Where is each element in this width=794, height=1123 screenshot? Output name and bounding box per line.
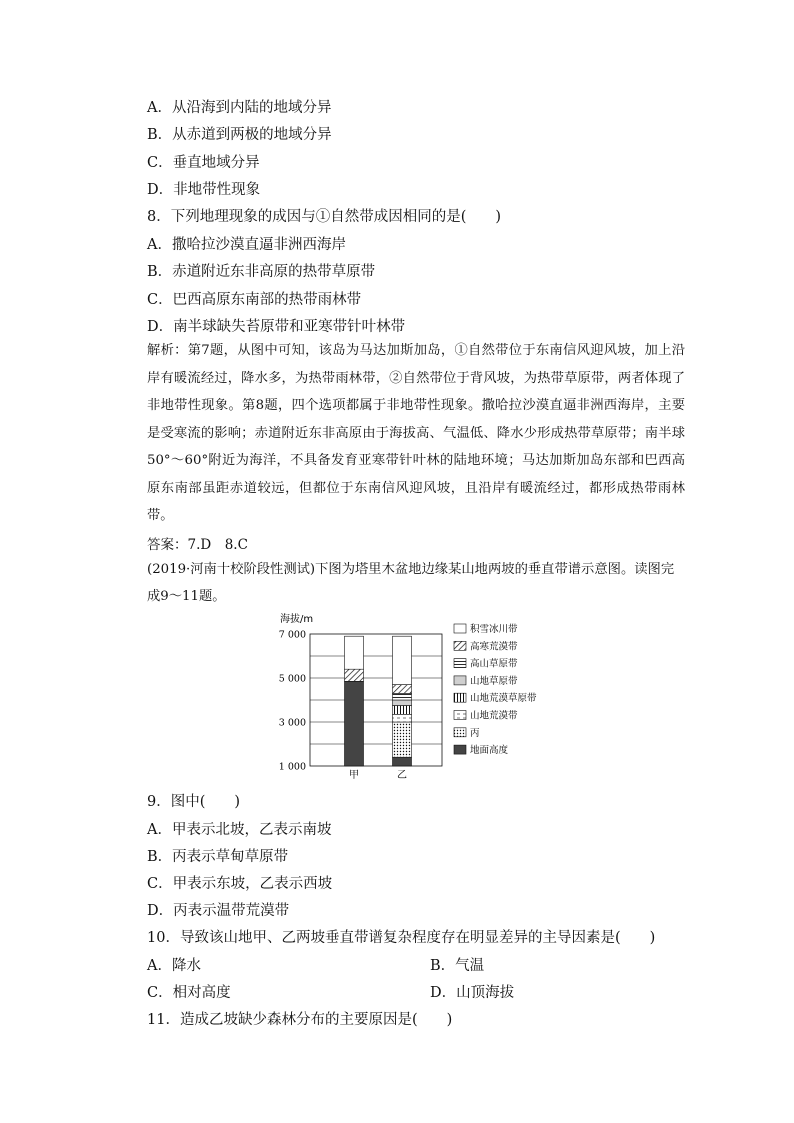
q8-option-d: D．南半球缺失苔原带和亚寒带针叶林带 xyxy=(147,319,406,335)
bar-segment xyxy=(393,636,412,684)
legend-label: 积雪冰川带 xyxy=(470,624,518,635)
q9-option-b: B．丙表示草甸草原带 xyxy=(147,849,289,865)
q7-option-c: C．垂直地域分异 xyxy=(147,155,260,171)
legend-label: 山地荒漠草原带 xyxy=(470,693,537,705)
legend-label: 山地草原带 xyxy=(470,675,518,687)
bar-segment xyxy=(345,636,364,669)
x-tick-label: 乙 xyxy=(397,770,407,781)
q10-option-c: C．相对高度 xyxy=(147,985,231,1001)
y-tick-label: 3 000 xyxy=(278,717,306,729)
bar-segment xyxy=(393,714,412,722)
q10-option-b: B．气温 xyxy=(430,958,485,974)
q7-option-b: B．从赤道到两极的地域分异 xyxy=(147,127,332,143)
q9-option-a: A．甲表示北坡，乙表示南坡 xyxy=(147,822,332,838)
q8-stem: 8．下列地理现象的成因与①自然带成因相同的是( ) xyxy=(147,209,502,225)
q8-option-a: A．撒哈拉沙漠直逼非洲西海岸 xyxy=(147,237,346,253)
q10-option-d: D．山顶海拔 xyxy=(430,985,515,1001)
legend-label: 高山草原带 xyxy=(470,658,518,670)
bar-segment xyxy=(393,700,412,706)
legend-swatch xyxy=(454,624,466,633)
q9-option-c: C．甲表示东坡，乙表示西坡 xyxy=(147,876,333,892)
bar-segment xyxy=(345,681,364,766)
q9-option-d: D．丙表示温带荒漠带 xyxy=(147,903,290,919)
x-tick-label: 甲 xyxy=(349,770,359,781)
bar-segment xyxy=(393,722,412,757)
vertical-zonation-chart xyxy=(270,612,570,782)
q10-stem: 10．导致该山地甲、乙两坡垂直带谱复杂程度存在明显差异的主导因素是( ) xyxy=(147,930,656,946)
legend-label: 山地荒漠带 xyxy=(470,710,518,722)
bar-segment xyxy=(393,706,412,715)
explanation-label: 解析： xyxy=(147,343,188,358)
legend-swatch xyxy=(454,659,466,668)
explanation-paragraph xyxy=(147,337,685,530)
q10-option-a: A．降水 xyxy=(147,958,201,974)
legend-label: 高寒荒漠带 xyxy=(470,641,518,653)
q7-option-d: D．非地带性现象 xyxy=(147,182,261,198)
legend-swatch xyxy=(454,641,466,650)
y-axis-label: 海拔/m xyxy=(280,614,314,625)
bar-segment xyxy=(393,685,412,694)
y-tick-label: 7 000 xyxy=(278,629,306,641)
bar-segment xyxy=(393,757,412,766)
q11-stem: 11．造成乙坡缺少森林分布的主要原因是( ) xyxy=(147,1012,453,1028)
legend-swatch xyxy=(454,728,466,737)
legend-swatch xyxy=(454,676,466,685)
y-tick-label: 1 000 xyxy=(278,761,306,773)
answer-line: 答案：7.D 8.C xyxy=(147,537,248,553)
q8-option-c: C．巴西高原东南部的热带雨林带 xyxy=(147,292,362,308)
legend-label: 地面高度 xyxy=(470,745,509,757)
legend-label: 丙 xyxy=(470,727,480,739)
q7-option-a: A．从沿海到内陆的地域分异 xyxy=(147,100,332,116)
bar-segment xyxy=(393,693,412,700)
explanation-text: 第7题，从图中可知，该岛为马达加斯加岛，①自然带位于东南信风迎风坡，加上沿岸有暖流经过，降水多，为热带雨林带，②自然带位于背风坡，为热带草原带，两者体现了非地带性现象。第8题，四个选项都属于非地带性现象。撒哈拉沙漠直逼非洲西海岸，主要是受寒流的影响；赤道附近东非高原由于海拔高、气温低、降水少形成热带草原带；南半球50°～60°附近为海洋，不具备发育亚寒带针叶林的陆地环境；马达加斯加岛东部和巴西高原东南部虽距赤道较远，但都位于东南信风迎风坡，且沿岸有暖流经过，都形成热带雨林带。 xyxy=(147,343,685,523)
question-group-intro: (2019·河南十校阶段性测试)下图为塔里木盆地边缘某山地两坡的垂直带谱示意图。读图完成9～11题。 xyxy=(147,562,675,604)
y-tick-label: 5 000 xyxy=(278,673,306,685)
q8-option-b: B．赤道附近东非高原的热带草原带 xyxy=(147,264,376,280)
q9-stem: 9．图中( ) xyxy=(147,794,241,810)
bar-segment xyxy=(345,669,364,681)
legend-swatch xyxy=(454,693,466,702)
legend-swatch xyxy=(454,745,466,754)
legend-swatch xyxy=(454,711,466,720)
